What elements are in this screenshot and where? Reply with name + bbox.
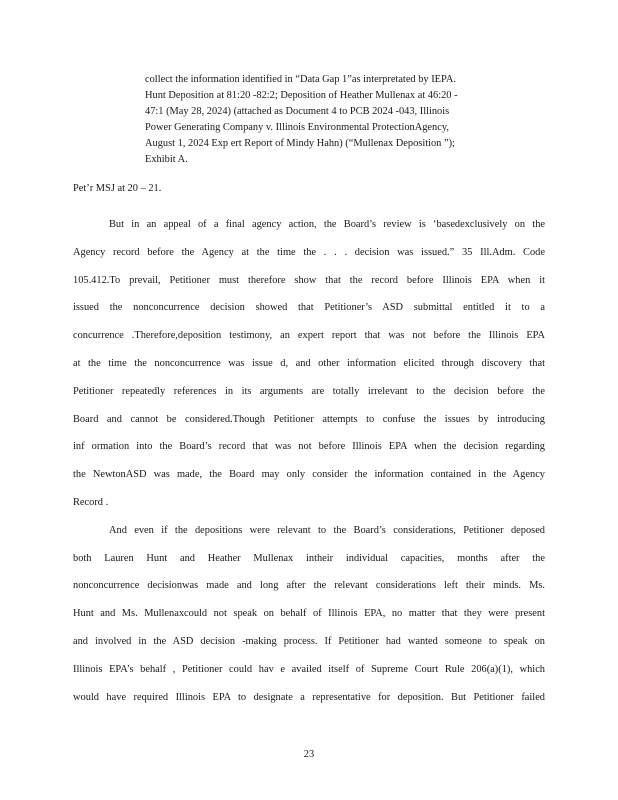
paragraph-line: inf ormation into the Board’s record that was not before Illinois EPA when the decision regarding [73, 441, 545, 453]
paragraph-line: and involved in the ASD decision -making process. If Petitioner had wanted someone to speak on [73, 635, 545, 647]
paragraph-line: concurrence .Therefore,deposition testimony, an expert report that was not before the Illinois EPA [73, 330, 545, 342]
citation: Pet’r MSJ at 20 – 21. [73, 183, 162, 194]
block-quote [145, 72, 510, 168]
paragraph-line: the NewtonASD was made, the Board may only consider the information contained in the Agency [73, 469, 545, 481]
paragraph-line: at the time the nonconcurrence was issue d, and other information elicited through discovery that [73, 357, 545, 369]
paragraph-line: nonconcurrence decisionwas made and long after the relevant considerations left their minds. Ms. [73, 580, 545, 592]
paragraph-line: 105.412.To prevail, Petitioner must therefore show that the record before Illinois EPA when it [73, 274, 545, 286]
paragraph-line: And even if the depositions were relevant to the Board’s considerations, Petitioner deposed [109, 524, 545, 536]
paragraph-line: both Lauren Hunt and Heather Mullenax intheir individual capacities, months after the [73, 552, 545, 564]
paragraph-line: Illinois EPA’s behalf , Petitioner could hav e availed itself of Supreme Court Rule 206(a)(1), which [73, 663, 545, 675]
paragraph-line: Hunt and Ms. Mullenaxcould not speak on behalf of Illinois EPA, no matter that they were present [73, 608, 545, 620]
page-number: 23 [303, 749, 315, 760]
block-quote-line: 47:1 (May 28, 2024) (attached as Document 4 to PCB 2024 -043, Illinois [145, 106, 450, 117]
block-quote-line: Exhibit A. [145, 154, 188, 165]
paragraph-line: Agency record before the Agency at the time the . . . decision was issued.” 35 Ill.Adm. Code [73, 246, 545, 258]
paragraph-line: Record . [73, 496, 109, 508]
block-quote-line: collect the information identified in “Data Gap 1”as interpretated by IEPA. [145, 74, 456, 85]
paragraph-line: Petitioner repeatedly references in its arguments are totally irrelevant to the decision before the [73, 385, 545, 397]
paragraph-line: issued the nonconcurrence decision showed that Petitioner’s ASD submittal entitled it to a [73, 302, 545, 314]
block-quote-line: Power Generating Company v. Illinois Environmental ProtectionAgency, [145, 122, 449, 133]
paragraph-line: But in an appeal of a final agency action, the Board’s review is ‘basedexclusively on the [109, 219, 545, 230]
paragraph-line: would have required Illinois EPA to designate a representative for deposition. But Petitioner failed [73, 691, 545, 703]
body-text [73, 211, 545, 711]
block-quote-line: Hunt Deposition at 81:20 -82:2; Deposition of Heather Mullenax at 46:20 - [145, 90, 458, 101]
paragraph-line: Board and cannot be considered.Though Petitioner attempts to confuse the issues by introducing [73, 413, 545, 425]
block-quote-line: August 1, 2024 Exp ert Report of Mindy Hahn) (“Mullenax Deposition ”); [145, 138, 455, 149]
